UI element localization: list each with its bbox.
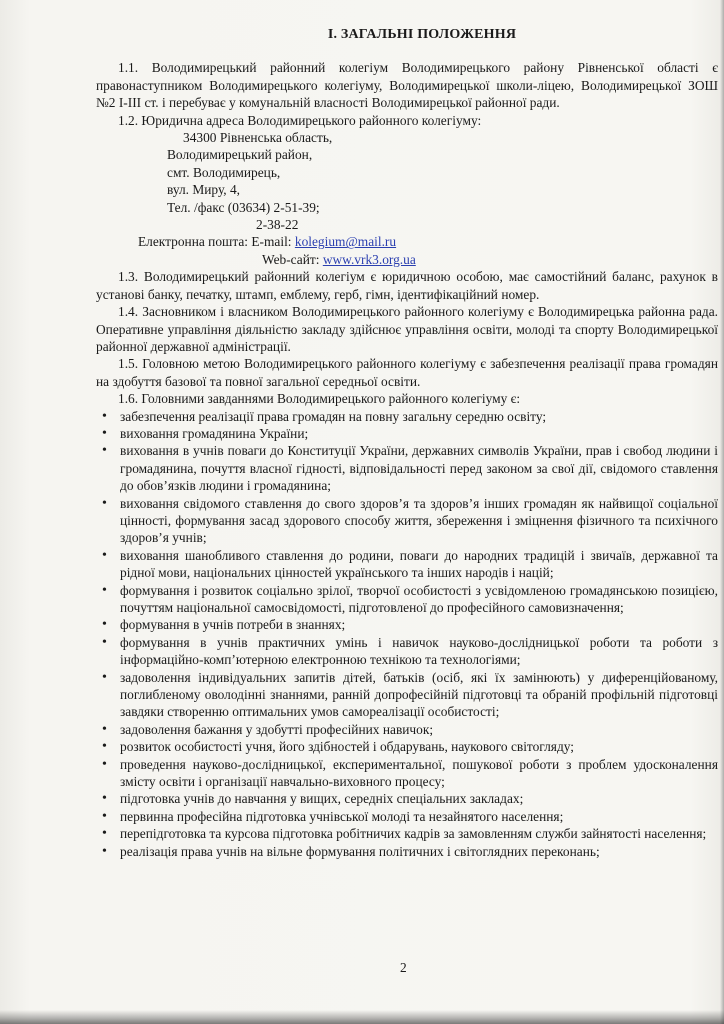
address-line: вул. Миру, 4, xyxy=(167,182,241,198)
address-line: Володимирецький район, xyxy=(167,147,313,163)
list-item: • підготовка учнів до навчання у вищих, середніх спеціальних закладах; xyxy=(96,790,718,807)
website-line xyxy=(262,251,718,268)
page-number: 2 xyxy=(400,960,407,975)
list-item: • задоволення бажання у здобутті професійних навичок; xyxy=(96,721,718,738)
list-item: • проведення науково-дослідницької, експериментальної, пошукової роботи з проблем удосконалення змісту освіти і організації навчально-виховного процесу; xyxy=(96,756,718,791)
address-line: смт. Володимирець, xyxy=(167,164,281,180)
clause-1-4: 1.4. Засновником і власником Володимирецького районного колегіуму є Володимирецька районна рада. Оперативне управління діяльністю закладу здійснює управління освіти, молоді та спорту Володимирецької районної державної адміністрації. xyxy=(96,304,718,354)
section-title: І. ЗАГАЛЬНІ ПОЛОЖЕННЯ xyxy=(327,27,517,42)
list-item: • виховання свідомого ставлення до свого здоров’я та здоров’я інших громадян як найвищої соціальної цінності, формування засад здорового способу життя, збереження і зміцнення фізичного та психічного здоров’я учнів; xyxy=(96,495,718,547)
list-item: • забезпечення реалізації права громадян на повну загальну середню освіту; xyxy=(96,408,718,425)
website-link[interactable]: www.vrk3.org.ua xyxy=(322,251,416,267)
email-line xyxy=(138,233,718,250)
email-link[interactable]: kolegium@mail.ru xyxy=(294,234,397,250)
clause-1-5: 1.5. Головною метою Володимирецького районного колегіуму є забезпечення реалізації права громадян на здобуття базової та повної загальної середньої освіти. xyxy=(96,356,718,389)
scan-edge-right xyxy=(720,0,724,1024)
list-item: • перепідготовка та курсова підготовка робітничих кадрів за замовленням служби зайнятості населення; xyxy=(96,825,718,842)
list-item: • задоволення індивідуальних запитів дітей, батьків (осіб, які їх замінюють) у диференційованому, поглибленому оволодінні знаннями, ранній допрофесійній підготовці та обраній профільній підготовці завдяки створенню оптимальних умов самореалізації особистості; xyxy=(96,669,718,721)
list-item: • формування в учнів практичних умінь і навичок науково-дослідницької роботи та роботи з інформаційно-комп’ютерною електронною технікою та технологіями; xyxy=(96,634,718,669)
list-item: • виховання в учнів поваги до Конституції України, державних символів України, прав і свобод людини і громадянина, почуття власної гідності, відповідальності перед законом за свої дії, свідомого ставлення до обов’язків людини і громадянина; xyxy=(96,442,718,494)
email-label: Електронна пошта: E-mail: xyxy=(138,234,295,250)
list-item: • виховання громадянина України; xyxy=(96,425,718,442)
tasks-list xyxy=(96,408,718,861)
clause-1-1: 1.1. Володимирецький районний колегіум Володимирецького району Рівненської області є правонаступником Володимирецького колегіуму, Володимирецької школи-ліцею, Володимирецької ЗОШ №2 І-ІІІ ст. і перебуває у комунальній власності Володимирецької районної ради. xyxy=(96,60,718,111)
scan-edge-bottom xyxy=(0,1010,724,1024)
website-label: Web-сайт: xyxy=(262,251,323,267)
list-item: • розвиток особистості учня, його здібностей і обдарувань, наукового світогляду; xyxy=(96,738,718,755)
list-item: • виховання шанобливого ставлення до родини, поваги до народних традицій і звичаїв, державної та рідної мови, національних цінностей українського та інших народів і націй; xyxy=(96,547,718,582)
address-line: 34300 Рівненська область, xyxy=(183,130,333,146)
list-item: • первинна професійна підготовка учнівської молоді та незайнятого населення; xyxy=(96,808,718,825)
clause-1-6: 1.6. Головними завданнями Володимирецького районного колегіуму є: xyxy=(118,391,521,407)
address-line: 2-38-22 xyxy=(256,217,299,233)
clause-1-3: 1.3. Володимирецький районний колегіум є юридичною особою, має самостійний баланс, рахунок в установі банку, печатку, штамп, емблему, герб, гімн, ідентифікаційний номер. xyxy=(96,269,718,302)
list-item: • реалізація права учнів на вільне формування політичних і світоглядних переконань; xyxy=(96,843,718,860)
document-content xyxy=(96,26,718,860)
list-item: • формування і розвиток соціально зрілої, творчої особистості з усвідомленою громадянською позицією, почуттям національної самосвідомості, підготовленої до професійного самовизначення; xyxy=(96,582,718,617)
address-block xyxy=(96,129,718,268)
clause-1-2: 1.2. Юридична адреса Володимирецького районного колегіуму: xyxy=(118,112,482,128)
list-item: • формування в учнів потреби в знаннях; xyxy=(96,616,718,633)
address-line: Тел. /факс (03634) 2-51-39; xyxy=(167,199,320,215)
